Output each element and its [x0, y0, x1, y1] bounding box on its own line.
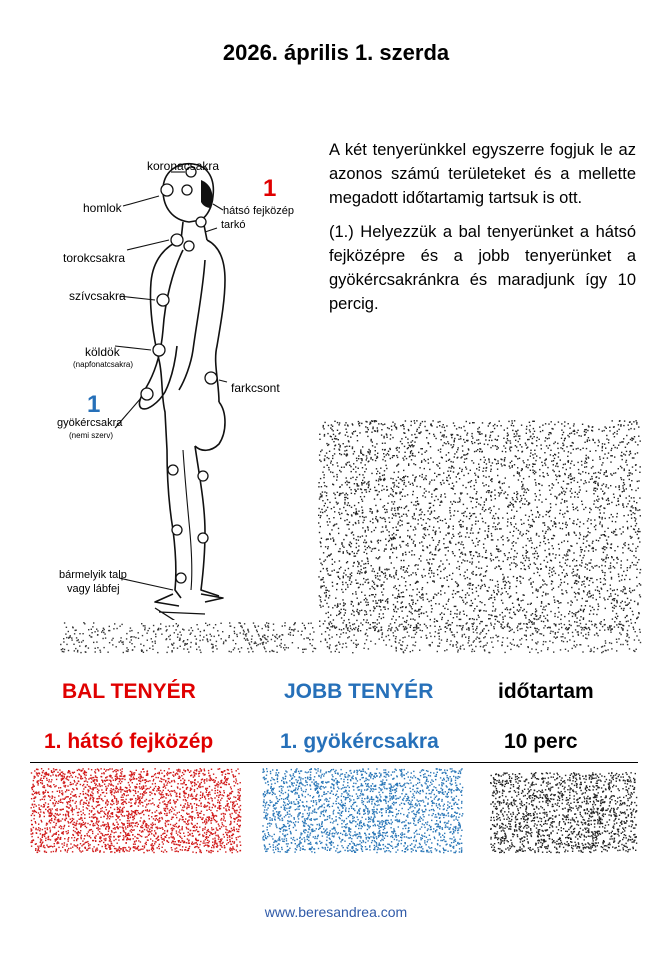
label-navel: köldök: [85, 345, 120, 359]
label-back-head: hátsó fejközép: [223, 205, 294, 217]
number-blue: 1: [87, 391, 101, 418]
paragraph-step-1: (1.) Helyezzük a bal tenyerünket a hátsó fejközépre és a jobb tenyerünket a gyökércsakránkra és maradjunk így 10 percig.: [329, 223, 636, 313]
number-red: 1: [263, 175, 277, 202]
table-rule: [30, 762, 638, 763]
label-foot-2: vagy lábfej: [67, 583, 120, 595]
page-title: 2026. április 1. szerda: [222, 40, 450, 65]
label-heart: szívcsakra: [69, 289, 126, 303]
label-forehead: homlok: [83, 201, 122, 215]
row-right-palm: 1. gyökércsakra: [280, 730, 439, 753]
label-root: gyökércsakra: [57, 417, 123, 429]
paragraph-intro: A két tenyerünkkel egyszerre fogjuk le az azonos számú területeket és a mellette megadott időtartamig tartsuk is ott.: [329, 141, 636, 207]
label-root-sub: (nemi szerv): [69, 431, 114, 440]
label-navel-sub: (napfonatcsakra): [73, 360, 134, 369]
label-throat: torokcsakra: [63, 251, 126, 265]
row-left-palm: 1. hátsó fejközép: [44, 730, 214, 753]
footer-url[interactable]: www.beresandrea.com: [264, 904, 408, 920]
label-tailbone: farkcsont: [231, 381, 280, 395]
header-right-palm: JOBB TENYÉR: [284, 680, 434, 703]
header-left-palm: BAL TENYÉR: [62, 680, 196, 703]
row-duration: 10 perc: [504, 730, 578, 753]
header-duration: időtartam: [498, 680, 594, 703]
label-crown: koronacsakra: [147, 159, 220, 173]
label-neck: tarkó: [221, 219, 246, 231]
label-foot-1: bármelyik talp: [59, 569, 127, 581]
